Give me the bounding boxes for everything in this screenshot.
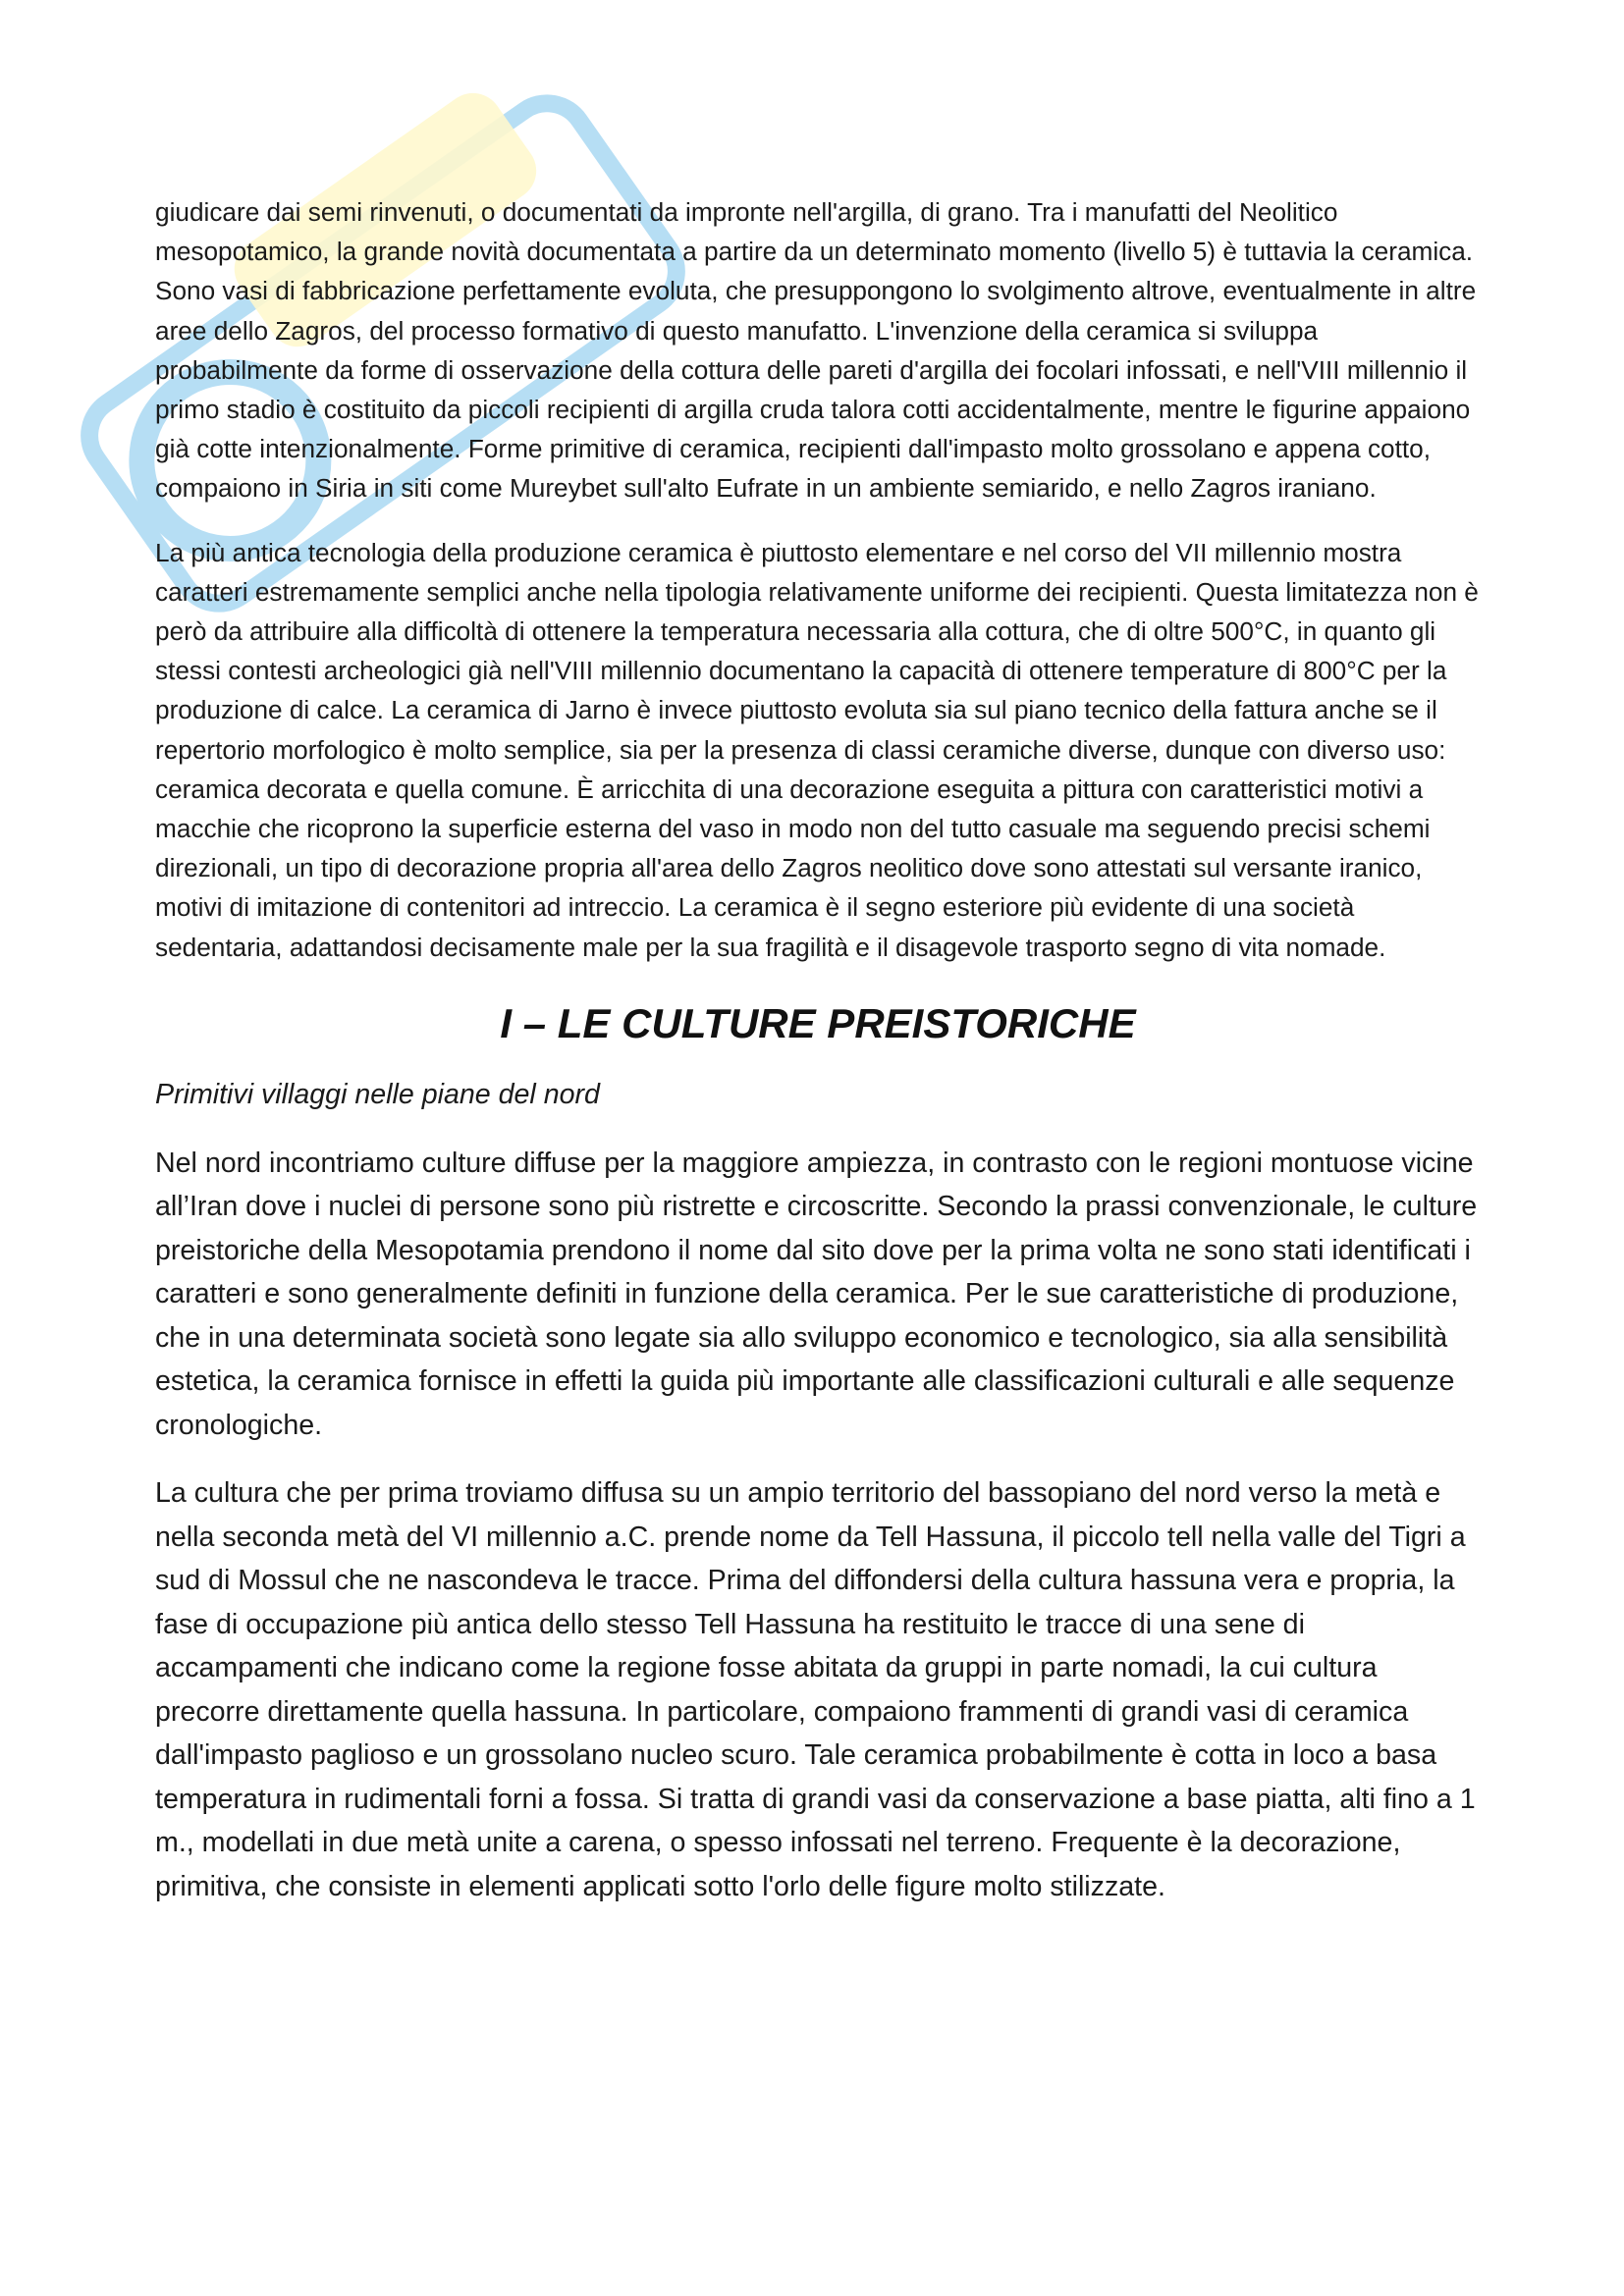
paragraph-tell-hassuna: La cultura che per prima troviamo diffusa su un ampio territorio del bassopiano del nord verso la metà e nella seconda metà del VI millennio a.C. prende nome da Tell Hassuna, il piccolo tell nella valle del Tigri a sud di Mossul che ne nascondeva le tracce. Prima del diffondersi della cultura hassuna vera e propria, la fase di occupazione più antica dello stesso Tell Hassuna ha restituito le tracce di una sene di accampamenti che indicano come la regione fosse abitata da gruppi in parte nomadi, la cui cultura precorre direttamente quella hassuna. In particolare, compaiono frammenti di grandi vasi di ceramica dall'impasto paglioso e un grossolano nucleo scuro. Tale ceramica probabilmente è cotta in loco a basa temperatura in rudimentali forni a fossa. Si tratta di grandi vasi da conservazione a base piatta, alti fino a 1 m., modellati in due metà unite a carena, o spesso infossati nel terreno. Frequente è la decorazione, primitiva, che consiste in elementi applicati sotto l'orlo delle figure molto stilizzate. <box>155 1477 1476 1902</box>
section-subtitle: Primitivi villaggi nelle piane del nord <box>155 1078 600 1110</box>
paragraph-ceramica-neolitico: giudicare dai semi rinvenuti, o documentati da impronte nell'argilla, di grano. Tra i manufatti del Neolitico mesopotamico, la grande novità documentata a partire da un determinato momento (livello 5) è tuttavia la ceramica. Sono vasi di fabbricazione perfettamente evoluta, che presuppongono lo svolgimento altrove, eventualmente in altre aree dello Zagros, del processo formativo di questo manufatto. L'invenzione della ceramica si sviluppa probabilmente da forme di osservazione della cottura delle pareti d'argilla dei focolari infossati, e nell'VIII millennio il primo stadio è costituito da piccoli recipienti di argilla cruda talora cotti accidentalmente, mentre le figurine appaiono già cotte intenzionalmente. Forme primitive di ceramica, recipienti dall'impasto molto grossolano e appena cotto, compaiono in Siria in siti come Mureybet sull'alto Eufrate in un ambiente semiarido, e nello Zagros iraniano. <box>155 197 1477 504</box>
chapter-title: I – LE CULTURE PREISTORICHE <box>500 999 1136 1046</box>
paragraph-tecnologia-ceramica: La più antica tecnologia della produzione ceramica è piuttosto elementare e nel corso del VII millennio mostra caratteri estremamente semplici anche nella tipologia relativamente uniforme dei recipienti. Questa limitatezza non è però da attribuire alla difficoltà di ottenere la temperatura necessaria alla cottura, che di oltre 500°C, in quanto gli stessi contesti archeologici già nell'VIII millennio documentano la capacità di ottenere temperature di 800°C per la produzione di calce. La ceramica di Jarno è invece piuttosto evoluta sia sul piano tecnico della fattura anche se il repertorio morfologico è molto semplice, sia per la presenza di classi ceramiche diverse, dunque con diverso uso: ceramica decorata e quella comune. È arricchita di una decorazione eseguita a pittura con caratteristici motivi a macchie che ricoprono la superficie esterna del vaso in modo non del tutto casuale ma seguendo precisi schemi direzionali, un tipo di decorazione propria all'area dello Zagros neolitico dove sono attestati sul versante iranico, motivi di imitazione di contenitori ad intreccio. La ceramica è il segno esteriore più evidente di una società sedentaria, adattandosi decisamente male per la sua fragilità e il disagevole trasporto segno di vita nomade. <box>155 537 1479 962</box>
document-body <box>155 192 1481 1933</box>
paragraph-culture-nord: Nel nord incontriamo culture diffuse per la maggiore ampiezza, in contrasto con le regioni montuose vicine all’Iran dove i nuclei di persone sono più ristrette e circoscritte. Secondo la prassi convenzionale, le culture preistoriche della Mesopotamia prendono il nome dal sito dove per la prima volta ne sono stati identificati i caratteri e sono generalmente definiti in funzione della ceramica. Per le sue caratteristiche di produzione, che in una determinata società sono legate sia allo sviluppo economico e tecnologico, sia alla sensibilità estetica, la ceramica fornisce in effetti la guida più importante alle classificazioni culturali e alle sequenze cronologiche. <box>155 1147 1478 1441</box>
